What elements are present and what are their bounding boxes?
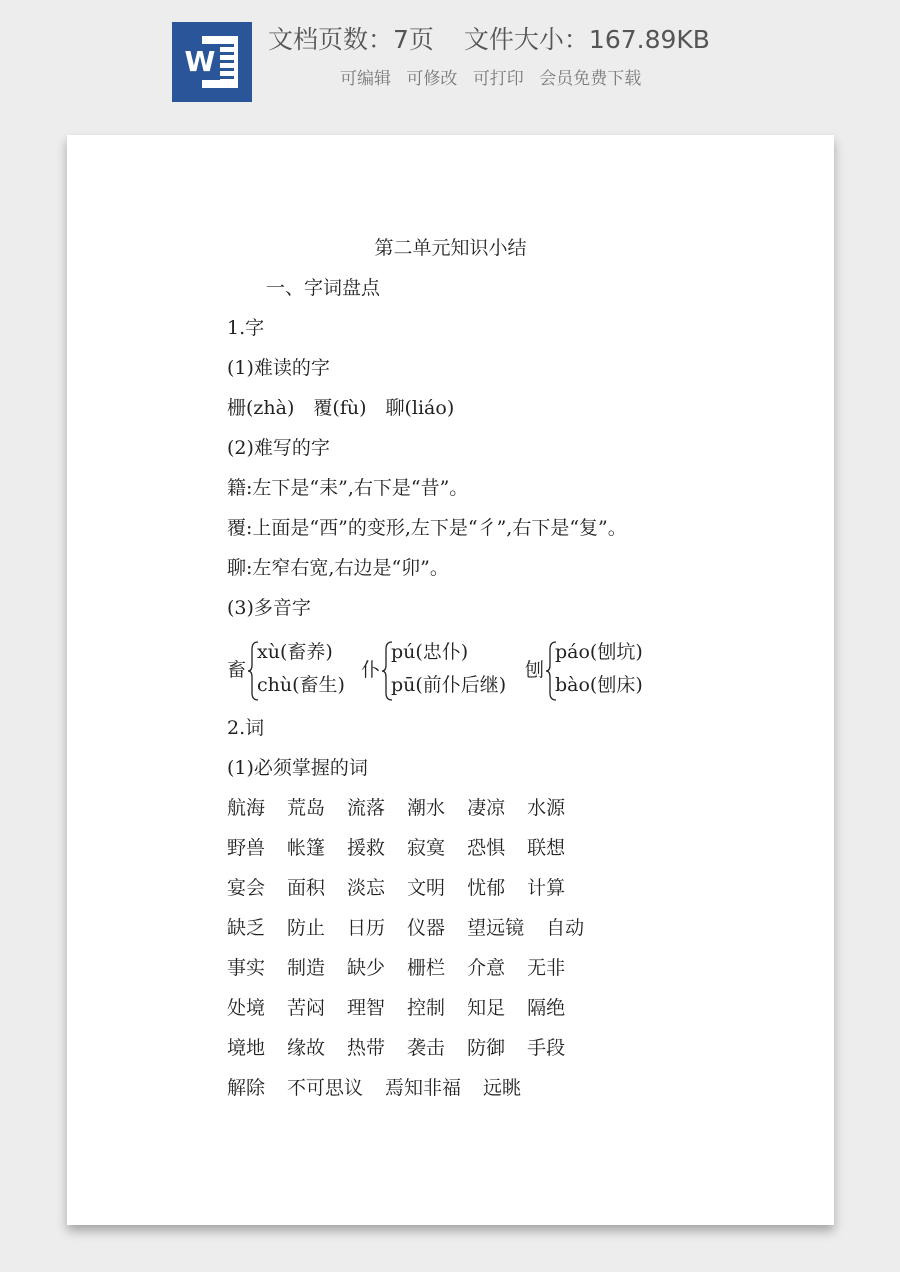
word: 水源 <box>527 797 566 819</box>
polyphone-reading: bào(刨床) <box>555 674 643 696</box>
word-row <box>227 916 606 940</box>
feature-printable: 可打印 <box>472 69 524 89</box>
word: 望远镜 <box>467 917 525 939</box>
word: 焉知非福 <box>385 1077 462 1099</box>
word: 境地 <box>227 1037 266 1059</box>
word-row <box>227 796 587 820</box>
word-row <box>227 956 587 980</box>
word-row <box>227 996 587 1020</box>
word: 远眺 <box>483 1077 522 1099</box>
hard-write-line: 覆:上面是“西”的变形,左下是“彳”,右下是“复”。 <box>227 517 627 539</box>
file-info <box>268 22 710 58</box>
word: 仪器 <box>407 917 446 939</box>
word: 自动 <box>546 917 585 939</box>
hard-read-line: 栅(zhà) 覆(fù) 聊(liáo) <box>227 397 455 419</box>
hard-write-heading: (2)难写的字 <box>227 437 330 459</box>
word: 荒岛 <box>287 797 326 819</box>
word: 潮水 <box>407 797 446 819</box>
word: 手段 <box>527 1037 566 1059</box>
word: 航海 <box>227 797 266 819</box>
word: 帐篷 <box>287 837 326 859</box>
polyphone-reading: pū(前仆后继) <box>391 674 507 696</box>
word: 联想 <box>527 837 566 859</box>
hard-write-line: 聊:左窄右宽,右边是“卯”。 <box>227 557 449 579</box>
word: 文明 <box>407 877 446 899</box>
word: 知足 <box>467 997 506 1019</box>
word: 事实 <box>227 957 266 979</box>
word-row <box>227 876 587 900</box>
word: 不可思议 <box>287 1077 364 1099</box>
word: 凄凉 <box>467 797 506 819</box>
file-size: 文件大小：167.89KB <box>463 25 710 54</box>
hard-read-heading: (1)难读的字 <box>227 357 330 379</box>
word: 缺少 <box>347 957 386 979</box>
polyphone-reading: páo(刨坑) <box>555 641 643 663</box>
word: 无非 <box>527 957 566 979</box>
polyphone-heading: (3)多音字 <box>227 597 311 619</box>
word: 日历 <box>347 917 386 939</box>
polyphone-reading: xù(畜养) <box>257 641 333 663</box>
doc-title: 第二单元知识小结 <box>374 237 527 259</box>
word: 袭击 <box>407 1037 446 1059</box>
section-heading: 一、字词盘点 <box>266 277 381 299</box>
word: 热带 <box>347 1037 386 1059</box>
word: 寂寞 <box>407 837 446 859</box>
word: 宴会 <box>227 877 266 899</box>
word: 防御 <box>467 1037 506 1059</box>
word: 恐惧 <box>467 837 506 859</box>
word-row <box>227 1076 543 1100</box>
word: 防止 <box>287 917 326 939</box>
word: 野兽 <box>227 837 266 859</box>
word-letter-badge: W <box>180 44 220 80</box>
polyphone-reading: chù(畜生) <box>257 674 345 696</box>
chars-heading: 1.字 <box>227 317 265 339</box>
word: 解除 <box>227 1077 266 1099</box>
word: 淡忘 <box>347 877 386 899</box>
polyphone-reading: pú(忠仆) <box>391 641 469 663</box>
word: 援救 <box>347 837 386 859</box>
word: 忧郁 <box>467 877 506 899</box>
polyphone-char: 仆 <box>361 659 381 681</box>
word: 隔绝 <box>527 997 566 1019</box>
word: 计算 <box>527 877 566 899</box>
word-doc-icon <box>172 22 252 102</box>
word: 面积 <box>287 877 326 899</box>
word-row <box>227 1036 587 1060</box>
polyphone-char: 畜 <box>227 659 247 681</box>
word: 介意 <box>467 957 506 979</box>
word: 理智 <box>347 997 386 1019</box>
document-page <box>67 135 834 1225</box>
word: 制造 <box>287 957 326 979</box>
word: 流落 <box>347 797 386 819</box>
word: 控制 <box>407 997 446 1019</box>
feature-member-download: 会员免费下载 <box>539 69 642 89</box>
words-heading: 2.词 <box>227 717 265 739</box>
page-count: 文档页数：7页 <box>268 25 434 54</box>
feature-editable: 可编辑 <box>340 69 391 89</box>
must-master-heading: (1)必须掌握的词 <box>227 757 368 779</box>
polyphone-char: 刨 <box>525 659 545 681</box>
feature-list <box>340 66 651 92</box>
word-row <box>227 836 587 860</box>
word: 栅栏 <box>407 957 446 979</box>
word: 处境 <box>227 997 266 1019</box>
word: 缺乏 <box>227 917 266 939</box>
hard-write-line: 籍:左下是“耒”,右下是“昔”。 <box>227 477 469 499</box>
feature-modifiable: 可修改 <box>406 69 458 89</box>
word: 苦闷 <box>287 997 326 1019</box>
word: 缘故 <box>287 1037 326 1059</box>
